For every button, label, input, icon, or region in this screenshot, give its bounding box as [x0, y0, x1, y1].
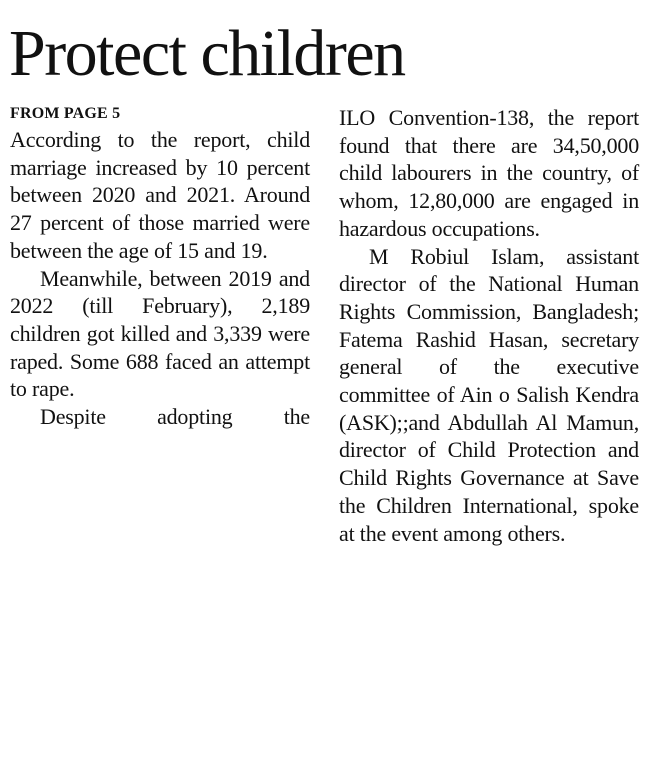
article-paragraph: M Robiul Islam, assistant director of the National Human Rights Commission, Bangladesh; Fatema Rashid Hasan, secretary general of the executive committee of Ain o Salish Kendra (ASK);;and Abdullah Al Mamun, director of Child Protection and Child Rights Governance at Save the Children International, spoke at the event among others. [339, 243, 639, 546]
article-column-left [10, 104, 310, 431]
article-column-right [339, 104, 639, 547]
article-paragraph: Meanwhile, between 2019 and 2022 (till February), 2,189 children got killed and 3,339 were raped. Some 688 faced an attempt to rape. [10, 265, 310, 402]
article-paragraph: According to the report, child marriage increased by 10 percent between 2020 and 2021. Around 27 percent of those married were between the age of 15 and 19. [10, 127, 310, 263]
continuation-kicker: FROM PAGE 5 [10, 105, 121, 122]
headline: Protect children [9, 17, 405, 90]
article-paragraph: Despite adopting the [40, 404, 310, 430]
article-paragraph: ILO Convention-138, the report found that there are 34,50,000 child labourers in the country, of whom, 12,80,000 are engaged in hazardous occupations. [339, 105, 639, 241]
